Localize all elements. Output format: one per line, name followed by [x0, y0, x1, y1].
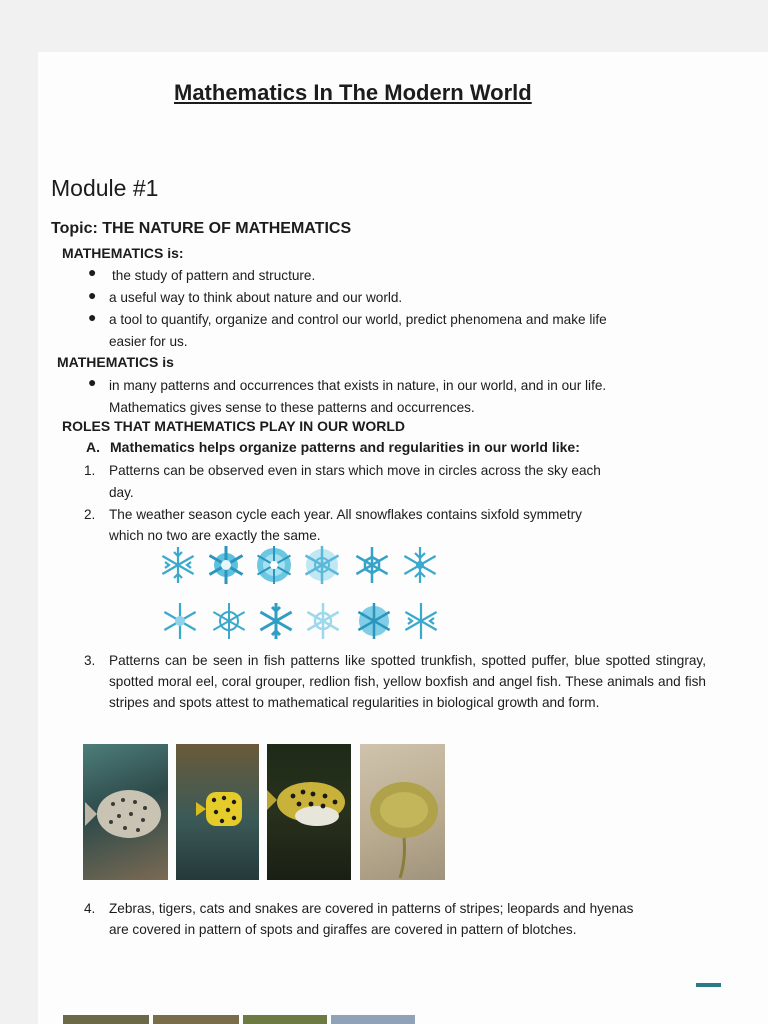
page-title: Mathematics In The Modern World — [174, 80, 532, 105]
snowflake-image — [302, 545, 342, 585]
snowflake-image — [206, 545, 246, 585]
topic-heading: Topic: THE NATURE OF MATHEMATICS — [51, 220, 352, 237]
list-item-continuation: Mathematics gives sense to these patterns and occurrences. — [109, 400, 475, 415]
snowflake-image — [209, 601, 249, 641]
next-page-photo-strip — [153, 1015, 239, 1024]
snowflake-image — [354, 601, 394, 641]
next-page-photo-strip — [63, 1015, 149, 1024]
snowflake-image — [303, 601, 343, 641]
bullet-dot: ● — [88, 309, 97, 325]
next-page-photo-strip — [331, 1015, 415, 1024]
item-number: 1. — [84, 463, 96, 478]
item-text-continuation: are covered in pattern of spots and giraffes are covered in pattern of blotches. — [109, 922, 577, 937]
fish-photo-trunkfish — [83, 744, 168, 880]
next-page-photo-strip — [243, 1015, 327, 1024]
snowflake-image — [352, 545, 392, 585]
bullet-dot: ● — [88, 287, 97, 303]
snowflake-image — [160, 601, 200, 641]
fish-photo-boxfish — [176, 744, 259, 880]
item-text: Patterns can be observed even in stars which move in circles across the sky each — [109, 463, 601, 478]
snowflake-image — [400, 545, 440, 585]
item-number: 4. — [84, 901, 96, 916]
snowflake-image — [256, 601, 296, 641]
snowflake-image — [401, 601, 441, 641]
list-item: in many patterns and occurrences that exists in nature, in our world, and in our life. — [109, 378, 607, 393]
section-a-text: Mathematics helps organize patterns and regularities in our world like: — [110, 439, 580, 455]
list-item: the study of pattern and structure. — [112, 268, 316, 283]
item-number: 3. — [84, 653, 96, 668]
list-item: a useful way to think about nature and our world. — [109, 290, 403, 305]
math-is-heading-1: MATHEMATICS is: — [62, 245, 184, 261]
snowflake-image — [254, 545, 294, 585]
item-text: The weather season cycle each year. All snowflakes contains sixfold symmetry — [109, 507, 582, 522]
page-accent-bar — [696, 983, 721, 987]
item-text-continuation: which no two are exactly the same. — [109, 528, 321, 543]
fish-photo-puffer — [267, 744, 351, 880]
section-letter: A. — [86, 439, 100, 455]
list-item-continuation: easier for us. — [109, 334, 188, 349]
item-text: Patterns can be seen in fish patterns like spotted trunkfish, spotted puffer, blue spotted stingray, spotted moral eel, coral grouper, redlion fish, yellow boxfish and angel fish. These animals and fish stripes and spots attest to mathematical regularities in biological growth and form. — [109, 653, 706, 710]
item-text: Zebras, tigers, cats and snakes are covered in patterns of stripes; leopards and hyenas — [109, 901, 634, 916]
item-text-continuation: day. — [109, 485, 134, 500]
list-item: a tool to quantify, organize and control our world, predict phenomena and make life — [109, 312, 607, 327]
bullet-dot: ● — [88, 374, 97, 390]
snowflake-image — [158, 545, 198, 585]
roles-heading: ROLES THAT MATHEMATICS PLAY IN OUR WORLD — [62, 418, 405, 434]
math-is-heading-2: MATHEMATICS is — [57, 354, 174, 370]
item-number: 2. — [84, 507, 96, 522]
bullet-dot: ● — [88, 264, 97, 280]
fish-photo-stingray — [360, 744, 445, 880]
module-heading: Module #1 — [51, 175, 159, 201]
